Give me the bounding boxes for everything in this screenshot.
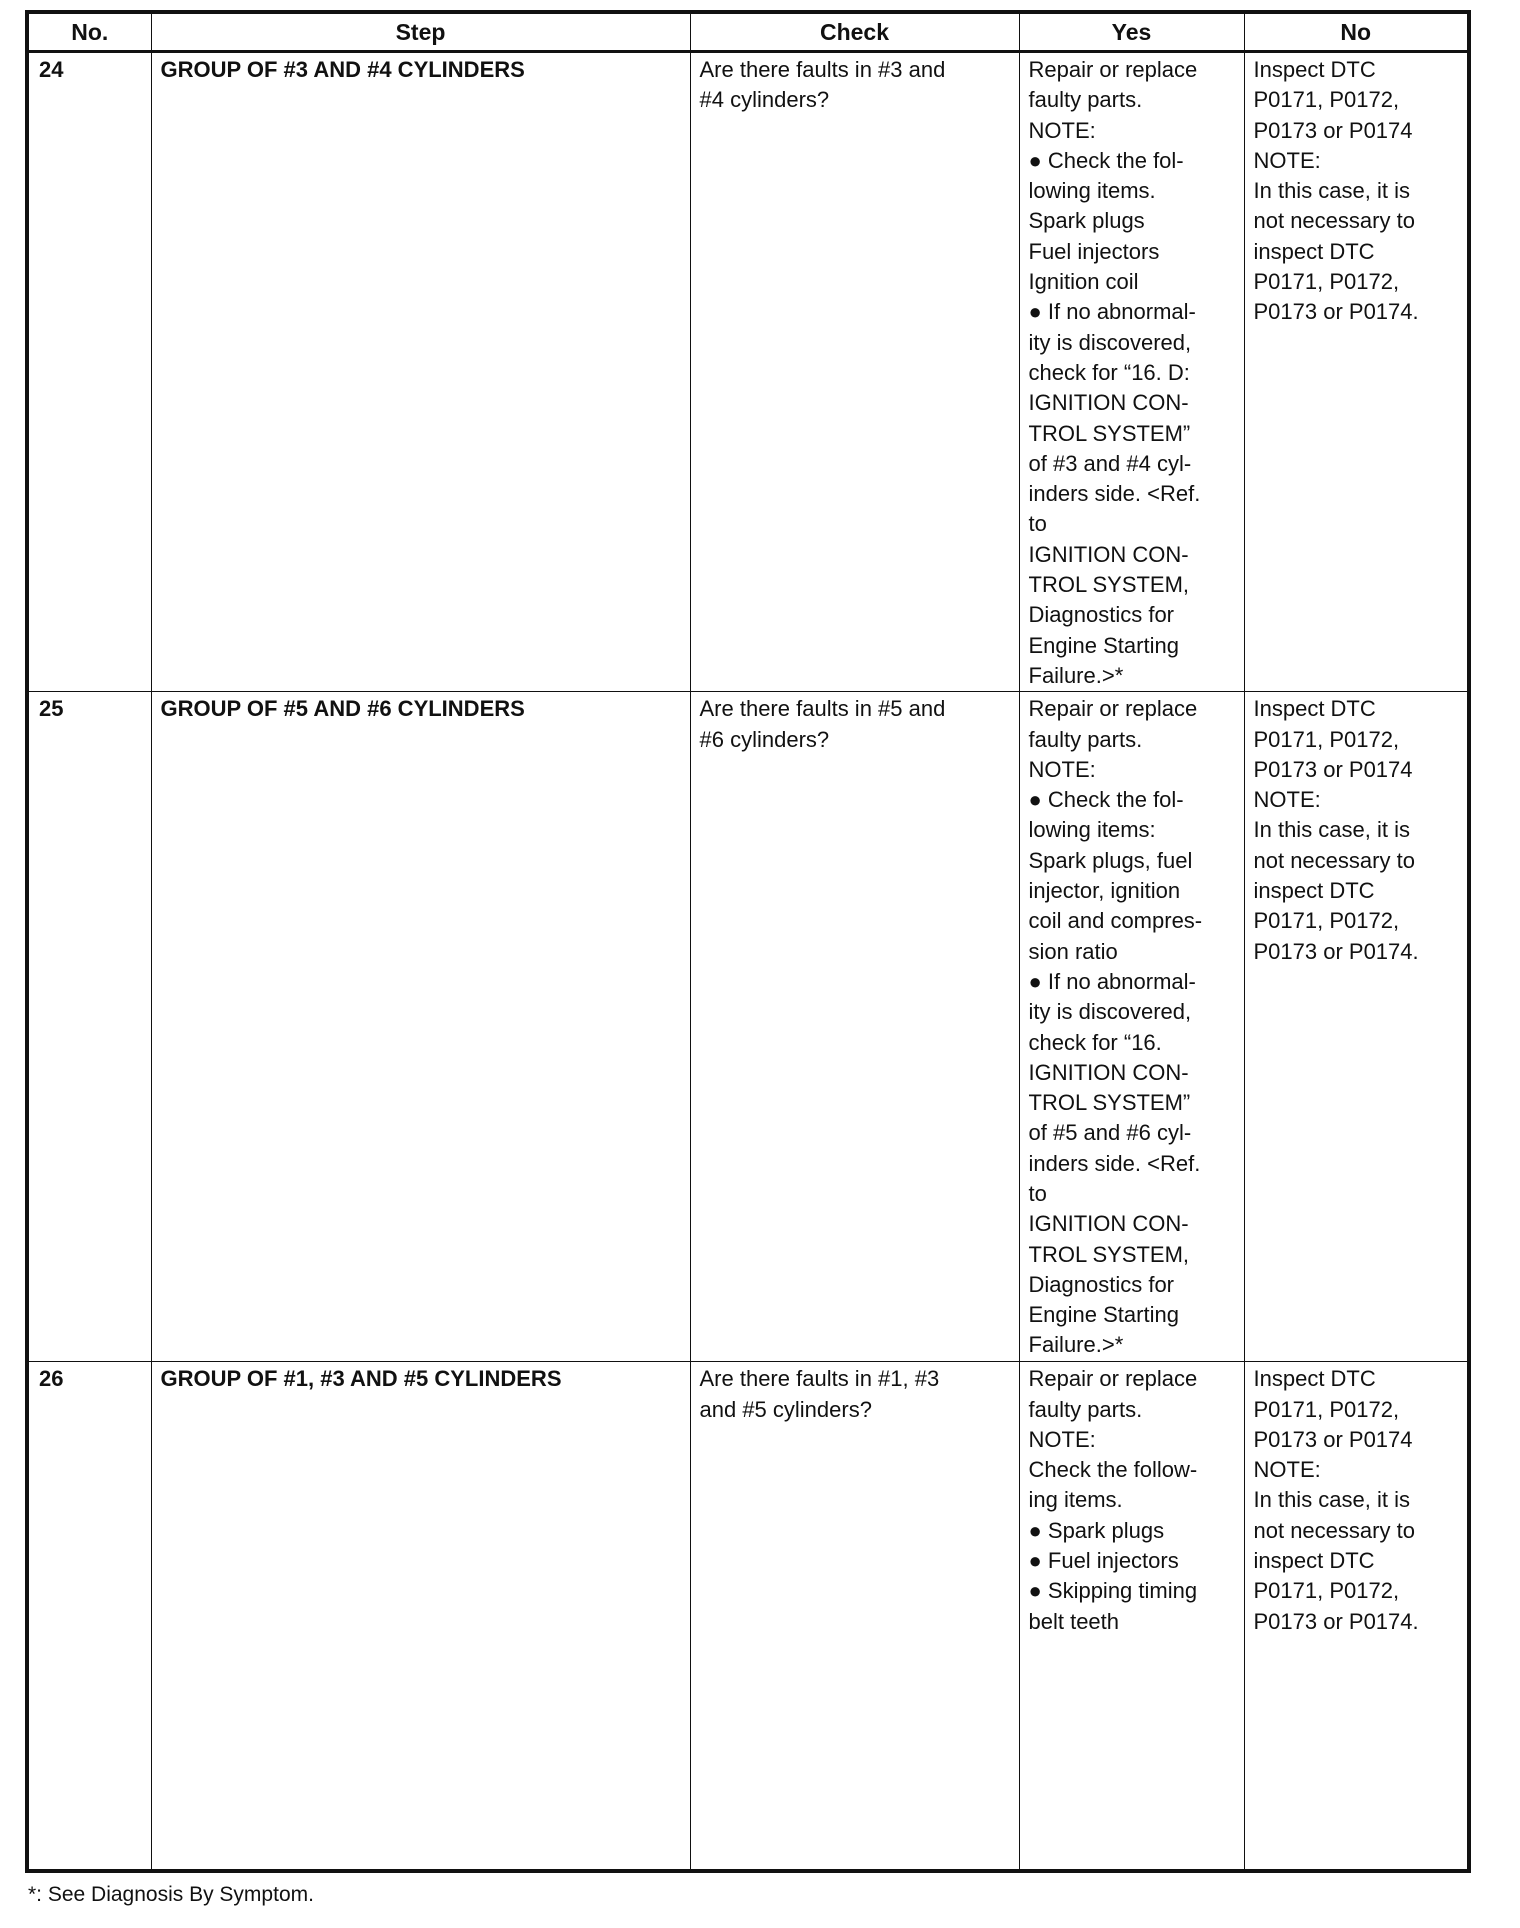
yes-line: to xyxy=(1028,1180,1047,1206)
diagnostic-table xyxy=(25,10,1471,1873)
step-number: 26 xyxy=(27,1362,151,1871)
no-line: P0173 or P0174. xyxy=(1253,938,1419,964)
check-line: Are there faults in #5 and xyxy=(699,696,946,722)
no-line: P0171, P0172, xyxy=(1253,908,1400,934)
no-line: not necessary to xyxy=(1253,1517,1415,1543)
no-cell-result xyxy=(1244,52,1469,692)
yes-line: IGNITION CON- xyxy=(1028,1211,1189,1237)
no-line: In this case, it is xyxy=(1253,1487,1411,1513)
yes-line: ity is discovered, xyxy=(1028,999,1192,1025)
yes-line: Spark plugs, fuel xyxy=(1028,847,1193,873)
no-line: P0171, P0172, xyxy=(1253,1578,1400,1604)
yes-line: Repair or replace xyxy=(1028,57,1198,82)
no-line: Inspect DTC xyxy=(1253,696,1376,722)
check-cell xyxy=(690,692,1019,1362)
yes-line: check for “16. xyxy=(1028,1029,1162,1055)
yes-line: check for “16. D: xyxy=(1028,359,1190,385)
yes-line: IGNITION CON- xyxy=(1028,1059,1189,1085)
footnote: *: See Diagnosis By Symptom. xyxy=(28,1883,314,1906)
no-line: NOTE: xyxy=(1253,147,1321,173)
yes-line: Spark plugs xyxy=(1028,208,1145,234)
yes-cell xyxy=(1019,1362,1244,1871)
yes-line: of #5 and #6 cyl- xyxy=(1028,1120,1192,1146)
yes-line: TROL SYSTEM, xyxy=(1028,572,1190,598)
table-row xyxy=(27,52,1469,692)
yes-line: ● Skipping timing xyxy=(1028,1578,1198,1604)
yes-line: Failure.>* xyxy=(1028,662,1124,688)
yes-line: Repair or replace xyxy=(1028,1366,1198,1392)
yes-line: ● Check the fol- xyxy=(1028,787,1184,813)
yes-line: NOTE: xyxy=(1028,117,1096,143)
header-no-result: No xyxy=(1244,12,1469,52)
no-line: inspect DTC xyxy=(1253,238,1375,264)
yes-line: inders side. <Ref. xyxy=(1028,481,1201,507)
yes-line: NOTE: xyxy=(1028,756,1096,782)
no-line: not necessary to xyxy=(1253,847,1415,873)
no-line: Inspect DTC xyxy=(1253,1366,1376,1392)
no-line: P0173 or P0174 xyxy=(1253,1426,1413,1452)
check-line: #4 cylinders? xyxy=(699,87,830,113)
yes-line: injector, ignition xyxy=(1028,878,1181,904)
yes-line: ● If no abnormal- xyxy=(1028,299,1196,325)
header-yes: Yes xyxy=(1019,12,1244,52)
no-line: NOTE: xyxy=(1253,787,1321,813)
no-cell-result xyxy=(1244,1362,1469,1871)
step-title: GROUP OF #3 AND #4 CYLINDERS xyxy=(151,52,690,692)
no-line: P0171, P0172, xyxy=(1253,1396,1400,1422)
no-line: inspect DTC xyxy=(1253,878,1375,904)
check-line: #6 cylinders? xyxy=(699,726,830,752)
no-line: P0171, P0172, xyxy=(1253,87,1400,113)
no-line: P0173 or P0174. xyxy=(1253,299,1419,325)
no-line: In this case, it is xyxy=(1253,178,1411,204)
yes-line: faulty parts. xyxy=(1028,726,1143,752)
yes-line: ● Check the fol- xyxy=(1028,147,1184,173)
yes-line: faulty parts. xyxy=(1028,1396,1143,1422)
check-line: Are there faults in #1, #3 xyxy=(699,1366,940,1392)
yes-line: Repair or replace xyxy=(1028,696,1198,722)
yes-line: Engine Starting xyxy=(1028,632,1179,658)
yes-line: Engine Starting xyxy=(1028,1302,1179,1328)
header-no: No. xyxy=(27,12,151,52)
no-line: P0173 or P0174. xyxy=(1253,1608,1419,1634)
no-line: In this case, it is xyxy=(1253,817,1411,843)
no-line: NOTE: xyxy=(1253,1457,1321,1483)
yes-line: lowing items: xyxy=(1028,817,1156,843)
header-check: Check xyxy=(690,12,1019,52)
yes-line: coil and compres- xyxy=(1028,908,1203,934)
yes-line: Diagnostics for xyxy=(1028,1271,1175,1297)
yes-cell xyxy=(1019,692,1244,1362)
yes-line: Fuel injectors xyxy=(1028,238,1160,264)
step-title: GROUP OF #1, #3 AND #5 CYLINDERS xyxy=(151,1362,690,1871)
yes-line: Diagnostics for xyxy=(1028,602,1175,628)
no-line: inspect DTC xyxy=(1253,1548,1375,1574)
yes-line: NOTE: xyxy=(1028,1426,1096,1452)
yes-line: IGNITION CON- xyxy=(1028,541,1189,567)
yes-line: to xyxy=(1028,511,1047,537)
yes-line: Failure.>* xyxy=(1028,1332,1124,1358)
yes-line: ● If no abnormal- xyxy=(1028,968,1196,994)
yes-line: ● Spark plugs xyxy=(1028,1517,1165,1543)
yes-line: belt teeth xyxy=(1028,1608,1120,1634)
yes-line: ● Fuel injectors xyxy=(1028,1548,1179,1574)
yes-cell xyxy=(1019,52,1244,692)
header-row xyxy=(27,12,1469,52)
yes-line: inders side. <Ref. xyxy=(1028,1150,1201,1176)
table-row xyxy=(27,692,1469,1362)
no-line: Inspect DTC xyxy=(1253,57,1376,82)
step-title: GROUP OF #5 AND #6 CYLINDERS xyxy=(151,692,690,1362)
yes-line: IGNITION CON- xyxy=(1028,390,1189,416)
no-line: P0173 or P0174 xyxy=(1253,117,1413,143)
check-line: and #5 cylinders? xyxy=(699,1396,872,1422)
step-number: 24 xyxy=(27,52,151,692)
no-cell-result xyxy=(1244,692,1469,1362)
header-step: Step xyxy=(151,12,690,52)
table-row xyxy=(27,1362,1469,1871)
yes-line: faulty parts. xyxy=(1028,87,1143,113)
check-cell xyxy=(690,52,1019,692)
yes-line: of #3 and #4 cyl- xyxy=(1028,450,1192,476)
check-cell xyxy=(690,1362,1019,1871)
yes-line: lowing items. xyxy=(1028,178,1156,204)
no-line: not necessary to xyxy=(1253,208,1415,234)
yes-line: Check the follow- xyxy=(1028,1457,1198,1483)
yes-line: ing items. xyxy=(1028,1487,1123,1513)
no-line: P0171, P0172, xyxy=(1253,269,1400,295)
yes-line: TROL SYSTEM, xyxy=(1028,1241,1190,1267)
no-line: P0173 or P0174 xyxy=(1253,756,1413,782)
step-number: 25 xyxy=(27,692,151,1362)
no-line: P0171, P0172, xyxy=(1253,726,1400,752)
yes-line: sion ratio xyxy=(1028,938,1118,964)
yes-line: ity is discovered, xyxy=(1028,329,1192,355)
yes-line: TROL SYSTEM” xyxy=(1028,420,1191,446)
yes-line: Ignition coil xyxy=(1028,269,1139,295)
check-line: Are there faults in #3 and xyxy=(699,57,946,82)
yes-line: TROL SYSTEM” xyxy=(1028,1090,1191,1116)
